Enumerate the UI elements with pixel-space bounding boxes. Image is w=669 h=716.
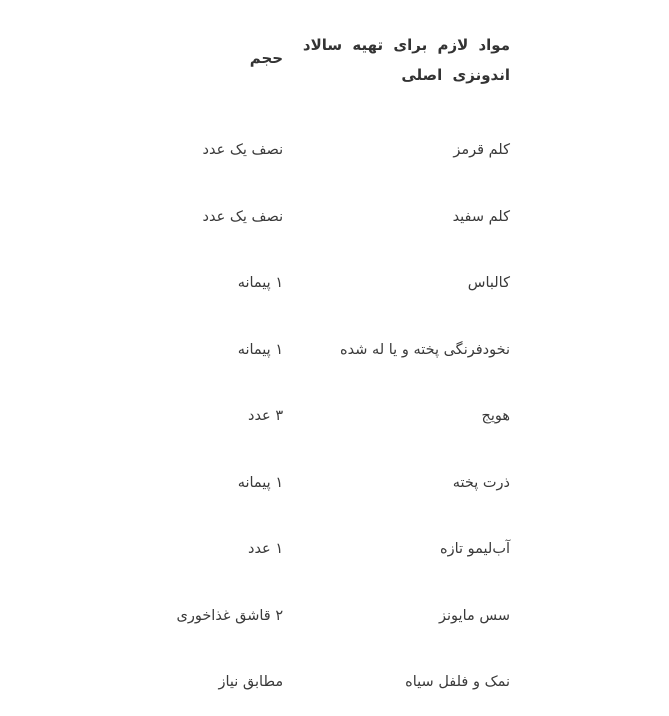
ingredient-name-cell: ذرت پخته bbox=[452, 474, 510, 491]
ingredient-name-cell: نخودفرنگی پخته و یا له شده bbox=[340, 341, 510, 358]
table-row bbox=[150, 583, 520, 650]
ingredient-amount-cell: نصف یک عدد bbox=[202, 142, 284, 159]
table-row bbox=[150, 649, 520, 716]
amount-column-header: حجم bbox=[249, 49, 284, 67]
table-row bbox=[150, 250, 520, 317]
table-row bbox=[150, 184, 520, 251]
ingredient-name-cell: کلم قرمز bbox=[453, 142, 510, 159]
ingredient-amount-cell: ۲ قاشق غذاخوری bbox=[176, 607, 284, 624]
ingredient-name-cell: هویج bbox=[481, 408, 510, 425]
table-row bbox=[150, 516, 520, 583]
ingredient-name-cell: سس مایونز bbox=[439, 607, 510, 624]
ingredient-name-cell: کلم سفید bbox=[452, 208, 510, 225]
ingredients-table-body bbox=[150, 107, 520, 716]
ingredients-table bbox=[150, 30, 520, 716]
ingredient-amount-cell: ۳ عدد bbox=[247, 408, 284, 425]
table-header-row bbox=[150, 30, 520, 107]
ingredient-amount-cell: ۱ پیمانه bbox=[237, 275, 284, 292]
ingredient-amount-cell: مطابق نیاز bbox=[218, 674, 284, 691]
ingredient-name-cell: کالباس bbox=[467, 275, 510, 292]
ingredient-name-cell: نمک و فلفل سیاه bbox=[405, 674, 510, 691]
ingredient-amount-cell: ۱ عدد bbox=[247, 541, 284, 558]
ingredient-amount-cell: ۱ پیمانه bbox=[237, 341, 284, 358]
table-row bbox=[150, 383, 520, 450]
ingredient-column-header: مواد لازم برای تهیه سالاد اندونزی اصلی bbox=[302, 36, 510, 84]
table-row bbox=[150, 107, 520, 184]
table-row bbox=[150, 317, 520, 384]
ingredient-amount-cell: نصف یک عدد bbox=[202, 208, 284, 225]
table-row bbox=[150, 450, 520, 517]
ingredient-name-cell: آب‌لیمو تازه bbox=[439, 541, 510, 558]
ingredient-amount-cell: ۱ پیمانه bbox=[237, 474, 284, 491]
